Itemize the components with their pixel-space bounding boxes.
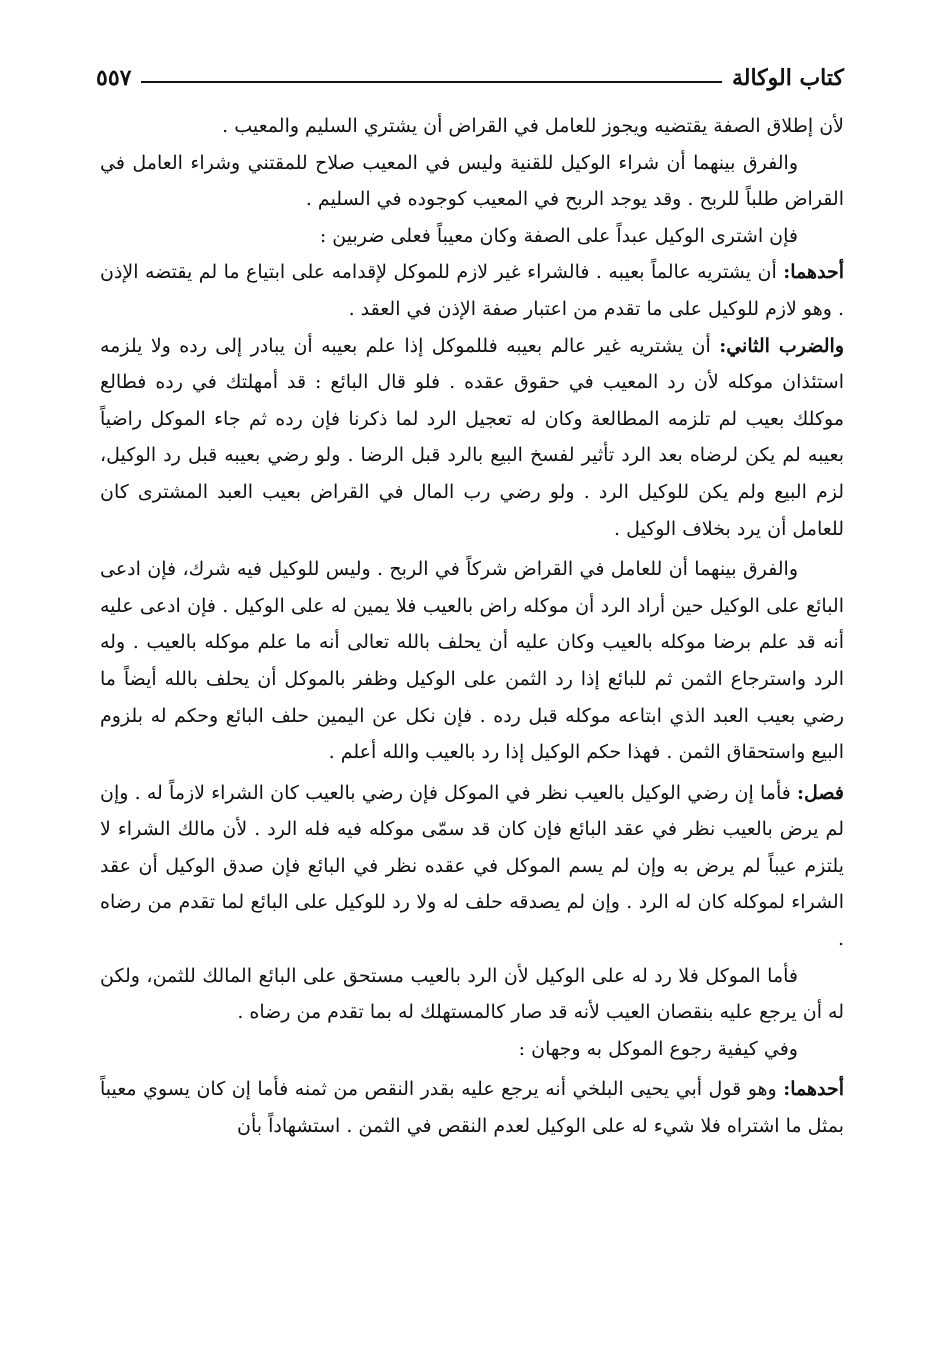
- paragraph-2: [100, 145, 844, 218]
- paragraph-1: [100, 108, 844, 145]
- paragraph-text: أن يشتريه عالماً بعيبه . فالشراء غير لازم للموكل لإقدامه على ابتياع ما لم يقتضه الإذن . وهو لازم للوكيل على ما تقدم من اعتبار صفة الإذن في العقد .: [100, 261, 844, 320]
- paragraph-4: [100, 254, 844, 327]
- book-title: كتاب الوكالة: [731, 65, 844, 91]
- body-text: [100, 108, 844, 1145]
- paragraph-text: أن يشتريه غير عالم بعيبه فللموكل إذا علم بعيبه أن يبادر إلى رده ولا يلزمه استئذان موكله لأن رد المعيب في حقوق عقده . فلو قال البائع : قد أمهلتك في رده فطالع موكلك بعيب لم تلزمه المطالعة وكان له تعجيل الرد لما ذكرنا فإن رده ثم جاء الموكل راضياً بعيبه لم يكن لرضاه بعد الرد تأثير لفسخ البيع بالرد قبل الرضا . ولو رضي بعيبه قبل رد الوكيل، لزم البيع ولم يكن للوكيل الرد . ولو رضي رب المال في القراض بعيب العبد المشترى كان للعامل أن يرد بخلاف الوكيل .: [100, 334, 844, 540]
- paragraph-text: فأما إن رضي الوكيل بالعيب نظر في الموكل فإن رضي بالعيب كان الشراء لازماً له . وإن لم يرض بالعيب نظر في عقد البائع فإن كان قد سمّى موكله فيه فله الرد . لأن مالك الشراء لا يلتزم عيباً لم يرض به وإن لم يسم الموكل في عقده نظر في البائع فإن صدق الوكيل أن عقد الشراء لموكله كان له الرد . وإن لم يصدقه حلف له ولا رد للوكيل على البائع لما تقدم من رضاه .: [100, 781, 844, 951]
- paragraph-lead: والضرب الثاني:: [719, 334, 845, 357]
- paragraph-lead: أحدهما:: [783, 1078, 844, 1101]
- paragraph-3: [100, 218, 844, 255]
- paragraph-10: [100, 1071, 844, 1144]
- paragraph-lead: أحدهما:: [783, 261, 844, 284]
- paragraph-lead: فصل:: [797, 781, 844, 804]
- paragraph-text: وهو قول أبي يحيى البلخي أنه يرجع عليه بقدر النقص من ثمنه فأما إن كان يسوي معيباً بمثل ما اشتراه فلا شيء له على الوكيل لعدم النقص في الثمن . استشهاداً بأن: [100, 1078, 844, 1138]
- page-number: ٥٥٧: [96, 65, 132, 91]
- running-header: [96, 58, 844, 98]
- paragraph-5: [100, 328, 844, 548]
- paragraph-text: والفرق بينهما أن شراء الوكيل للقنية وليس في المعيب صلاح للمقتني وشراء العامل في القراض طلباً للربح . وقد يوجد الربح في المعيب كوجوده في السليم .: [100, 151, 844, 211]
- paragraph-text: لأن إطلاق الصفة يقتضيه ويجوز للعامل في القراض أن يشتري السليم والمعيب .: [222, 115, 844, 137]
- paragraph-6: [100, 551, 844, 771]
- paragraph-7: [100, 775, 844, 958]
- paragraph-9: [100, 1031, 844, 1068]
- paragraph-text: والفرق بينهما أن للعامل في القراض شركاً في الربح . وليس للوكيل فيه شرك، فإن ادعى البائع على الوكيل حين أراد الرد أن موكله راض بالعيب فلا يمين له على الوكيل . فإن ادعى عليه أنه قد علم برضا موكله بالعيب وكان عليه أن يحلف بالله تعالى أنه ما علم موكله بالعيب . وله الرد واسترجاع الثمن ثم للبائع إذا رد الثمن على الوكيل وظفر بالموكل أن يحلف بالله أيضاً ما رضي بعيب العبد الذي ابتاعه موكله قبل رده . فإن نكل عن اليمين حلف البائع وحكم له بلزوم البيع واستحقاق الثمن . فهذا حكم الوكيل إذا رد بالعيب والله أعلم .: [100, 558, 844, 764]
- header-rule: [141, 81, 722, 83]
- paragraph-text: فأما الموكل فلا رد له على الوكيل لأن الرد بالعيب مستحق على البائع المالك للثمن، ولكن له أن يرجع عليه بنقصان العيب لأنه قد صار كالمستهلك له بما تقدم من رضاه .: [100, 964, 844, 1024]
- paragraph-text: وفي كيفية رجوع الموكل به وجهان :: [518, 1037, 798, 1060]
- paragraph-8: [100, 958, 844, 1031]
- paragraph-text: فإن اشترى الوكيل عبداً على الصفة وكان معيباً فعلى ضربين :: [319, 224, 798, 247]
